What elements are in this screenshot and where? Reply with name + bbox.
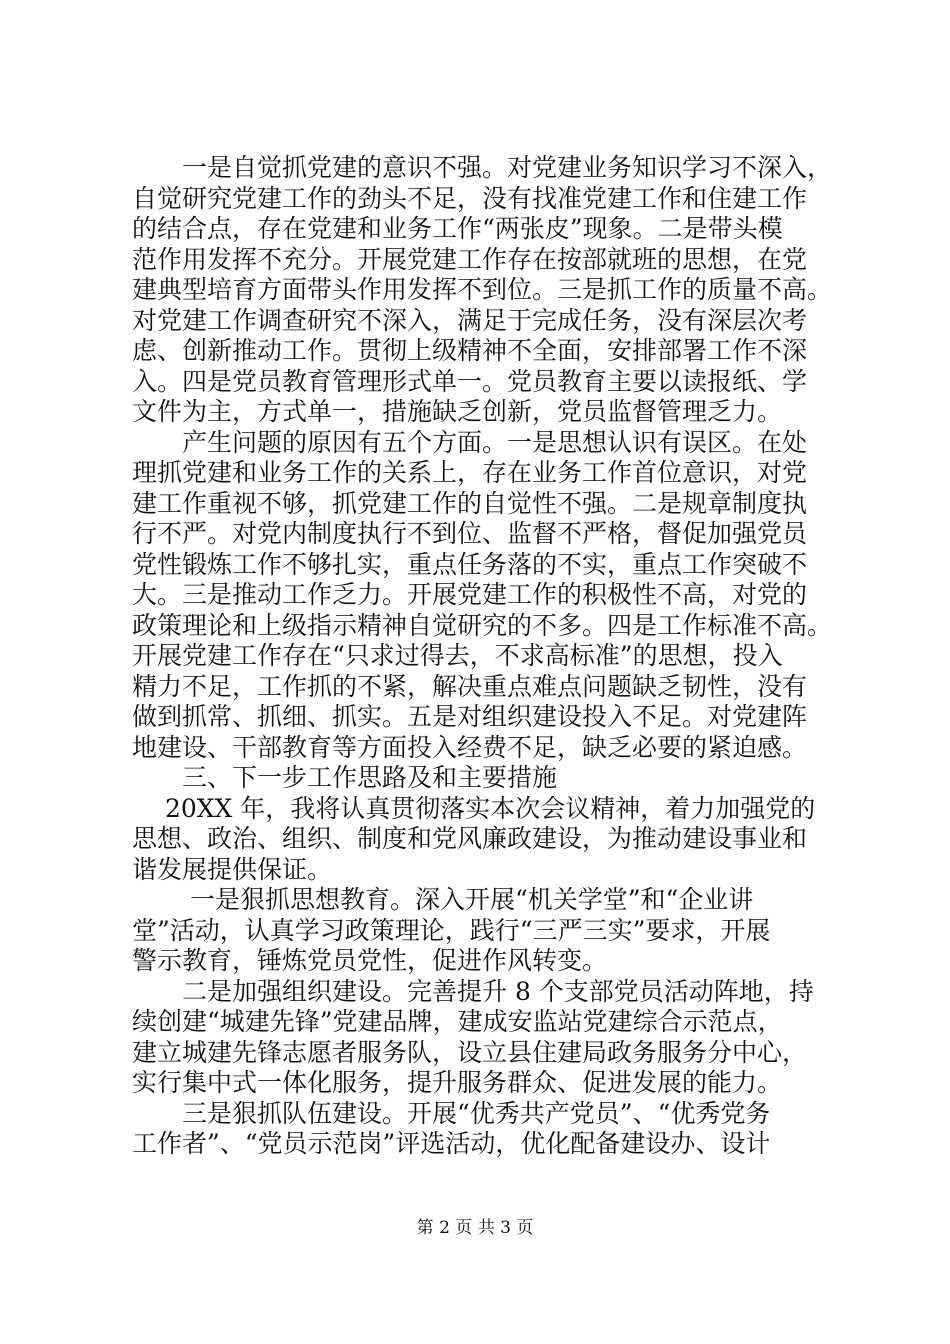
text-line: 二是加强组织建设。完善提升 8 个支部党员活动阵地，持 <box>132 976 814 1006</box>
text-line: 建典型培育方面带头作用发挥不到位。三是抓工作的质量不高。 <box>132 275 833 304</box>
text-line: 警示教育，锤炼党员党性，促进作风转变。 <box>132 946 608 975</box>
text-line: 的结合点，存在党建和业务工作“两张皮”现象。二是带头模 <box>132 214 783 243</box>
text-line: 大。三是推动工作乏力。开展党建工作的积极性不高，对党的 <box>132 580 808 609</box>
text-line: 建立城建先锋志愿者服务队，设立县住建局政务服务分中心， <box>132 1037 808 1067</box>
text-line: 思想、政治、组织、制度和党风廉政建设，为推动建设事业和 <box>132 824 808 853</box>
text-line: 政策理论和上级指示精神自觉研究的不多。四是工作标准不高。 <box>132 610 833 640</box>
paragraph <box>132 1099 770 1160</box>
text-line: 堂”活动，认真学习政策理论，践行“三严三实”要求，开展 <box>132 915 771 945</box>
paragraph <box>132 153 832 428</box>
text-line: 续创建“城建先锋”党建品牌，建成安监站党建综合示范点， <box>132 1007 783 1036</box>
text-line: 谐发展提供保证。 <box>132 854 333 884</box>
text-line: 一是自觉抓党建的意识不强。对党建业务知识学习不深入， <box>132 153 833 182</box>
text-line: 行不严。对党内制度执行不到位、监督不严格，督促加强党员 <box>132 519 808 548</box>
paragraph <box>132 885 770 977</box>
text-line: 精力不足，工作抓的不紧，解决重点难点问题缺乏韧性，没有 <box>132 671 808 701</box>
text-line: 三、下一步工作思路及和主要措施 <box>132 763 558 792</box>
paragraph <box>132 763 557 794</box>
text-line: 三是狠抓队伍建设。开展“优秀共产党员”、“优秀党务 <box>132 1098 771 1128</box>
text-line: 虑、创新推动工作。贯彻上级精神不全面，安排部署工作不深 <box>132 336 808 365</box>
paragraph <box>132 428 832 764</box>
text-line: 理抓党建和业务工作的关系上，存在业务工作首位意识，对党 <box>132 458 808 487</box>
text-line: 一是狠抓思想教育。深入开展“机关学堂”和“企业讲 <box>132 885 754 914</box>
text-line: 对党建工作调查研究不深入，满足于完成任务，没有深层次考 <box>132 305 808 335</box>
text-line: 开展党建工作存在“只求过得去，不求高标准”的思想，投入 <box>132 641 783 670</box>
text-line: 实行集中式一体化服务，提升服务群众、促进发展的能力。 <box>132 1068 783 1097</box>
text-line: 产生问题的原因有五个方面。一是思想认识有误区。在处 <box>132 427 808 457</box>
text-line: 建工作重视不够，抓党建工作的自觉性不强。二是规章制度执 <box>132 488 808 518</box>
text-line: 自觉研究党建工作的劲头不足，没有找准党建工作和住建工作 <box>132 183 808 213</box>
paragraph <box>132 977 814 1099</box>
text-line: 工作者”、“党员示范岗”评选活动，优化配备建设办、设计 <box>132 1129 771 1158</box>
text-line: 20XX 年，我将认真贯彻落实本次会议精神，着力加强党的 <box>132 793 816 823</box>
text-line: 党性锻炼工作不够扎实，重点任务落的不实，重点工作突破不 <box>132 549 808 579</box>
page-footer: 第 2 页 共 3 页 <box>416 1218 534 1238</box>
paragraph <box>132 794 815 886</box>
text-line: 做到抓常、抓细、抓实。五是对组织建设投入不足。对党建阵 <box>132 702 808 731</box>
text-line: 入。四是党员教育管理形式单一。党员教育主要以读报纸、学 <box>132 366 808 396</box>
text-line: 范作用发挥不充分。开展党建工作存在按部就班的思想，在党 <box>132 244 808 274</box>
text-line: 文件为主，方式单一，措施缺乏创新，党员监督管理乏力。 <box>132 397 783 426</box>
text-line: 地建设、干部教育等方面投入经费不足，缺乏必要的紧迫感。 <box>132 732 808 762</box>
